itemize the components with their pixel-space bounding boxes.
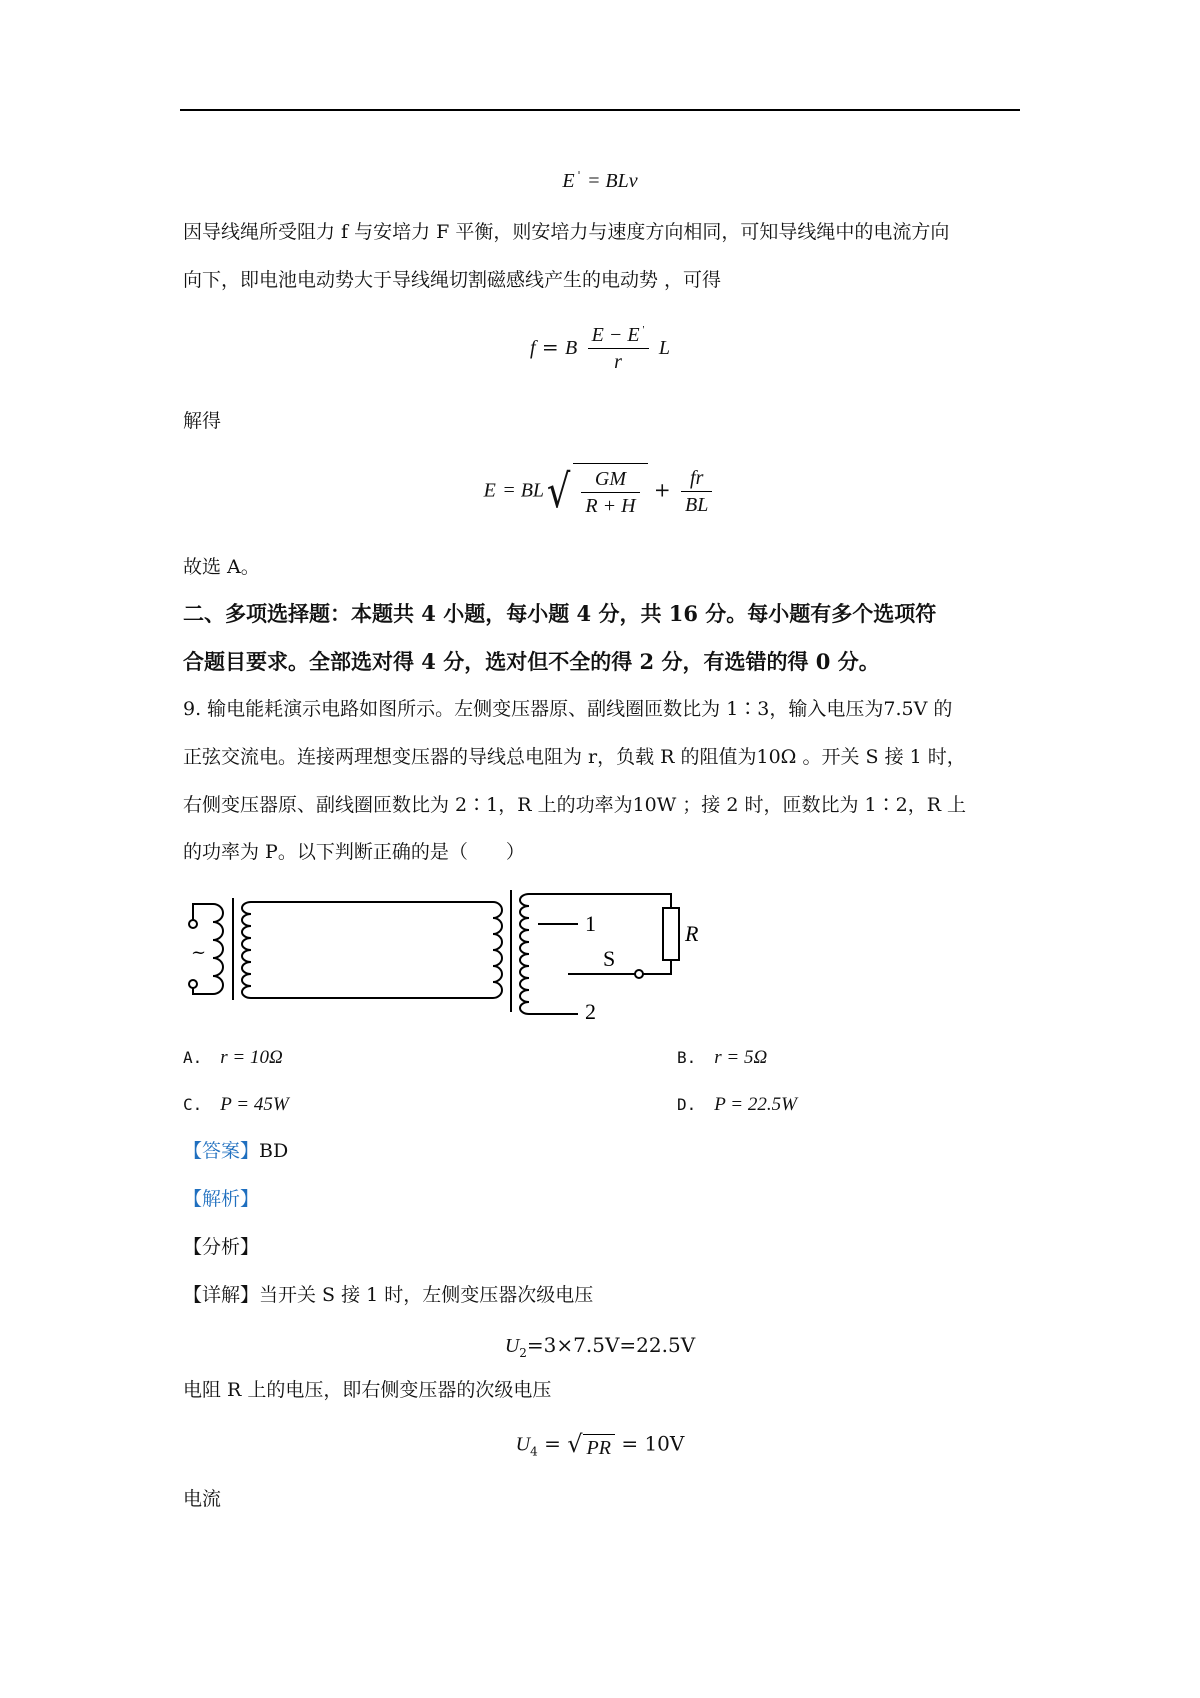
eq5-rest: = 10V [621, 1431, 685, 1456]
eq2-denominator: r [614, 351, 622, 373]
eq2-prime: ' [642, 324, 645, 337]
equation-drag-force [0, 322, 1200, 375]
resistor-label: R [685, 921, 699, 946]
eq4-rest: =3×7.5V=22.5V [526, 1333, 696, 1357]
radical-small-icon: √ [567, 1430, 583, 1458]
equation-emf [0, 168, 1200, 193]
detail-tag: 【详解】 [183, 1284, 260, 1306]
paragraph-2: 向下，即电池电动势大于导线绳切割磁感线产生的电动势 ，可得 [183, 269, 722, 291]
option-d-label: D. [677, 1095, 697, 1114]
eq5-equals: = [544, 1431, 561, 1456]
tap-1-label: 1 [585, 911, 596, 936]
eq5-radicand: PR [583, 1434, 615, 1460]
eq5-u: U [515, 1433, 531, 1456]
eq3-lhs: E [483, 479, 496, 502]
option-b-label: B. [677, 1048, 697, 1067]
answer-value: BD [259, 1140, 289, 1162]
option-a-text: r = 10Ω [220, 1047, 283, 1068]
q9-line-2: 正弦交流电。连接两理想变压器的导线总电阻为 r，负载 R 的阻值为10Ω 。开关 S 接 1 时， [183, 746, 966, 768]
tap-2-label: 2 [585, 999, 596, 1024]
eq3-frac1-num: GM [581, 466, 639, 493]
eq3-bl: = BL [502, 479, 545, 502]
right-primary-coil [493, 902, 502, 998]
right-secondary-coil [520, 894, 529, 1014]
eq5-sqrt [567, 1430, 615, 1460]
eq3-frac1-den: R + H [585, 495, 636, 517]
ac-source-icon: ~ [191, 942, 207, 963]
resistor-to-switch-wire [643, 960, 671, 974]
eq2-tail: L [658, 337, 671, 359]
eq2-b: B [565, 337, 578, 359]
option-d [677, 1093, 797, 1116]
choose-a-line: 故选 A。 [183, 556, 260, 578]
eq3-fraction-1 [581, 466, 639, 519]
radical-sign-icon: √ [546, 464, 571, 518]
option-c-label: C. [183, 1095, 203, 1114]
paragraph-1: 因导线绳所受阻力 f 与安培力 F 平衡，则安培力与速度方向相同，可知导线绳中的电流方向 [183, 221, 950, 243]
q9-line-1: 9. 输电能耗演示电路如图所示。左侧变压器原、副线圈匝数比为 1∶3，输入电压为7.5V 的 [183, 698, 953, 720]
option-a-label: A. [183, 1048, 203, 1067]
eq2-lhs: f [529, 337, 536, 359]
eq3-sqrt [544, 463, 647, 519]
fenxi-tag: 【分析】 [183, 1236, 260, 1258]
paragraph-voltage: 电阻 R 上的电压，即右侧变压器的次级电压 [183, 1379, 552, 1401]
option-a [183, 1046, 283, 1069]
analysis-tag: 【解析】 [183, 1188, 260, 1210]
eq3-plus: + [653, 477, 671, 502]
eq2-fraction [588, 322, 649, 375]
eq3-fraction-2 [681, 465, 712, 518]
eq2-equals: = [541, 335, 559, 359]
answer-line [183, 1142, 288, 1161]
switch-contact [635, 970, 643, 978]
output-wire-top [529, 894, 671, 908]
detail-text: 当开关 S 接 1 时，左侧变压器次级电压 [259, 1284, 594, 1306]
eq1-prime: ' [577, 169, 581, 183]
input-wire-top [193, 904, 213, 920]
eq5-sub: 4 [530, 1444, 538, 1459]
switch-label: S [603, 946, 616, 971]
left-secondary-coil [242, 902, 251, 998]
eq1-rhs: = BLv [586, 170, 638, 192]
solve-label: 解得 [183, 410, 222, 432]
option-b [677, 1046, 767, 1069]
equation-emf-result [0, 463, 1200, 519]
eq4-u: U [504, 1335, 520, 1357]
input-terminal-top [189, 920, 197, 928]
equation-u2 [0, 1333, 1200, 1360]
left-primary-coil [213, 904, 223, 994]
header-rule [180, 109, 1020, 111]
q9-line-4: 的功率为 P。以下判断正确的是（ ） [183, 841, 525, 863]
eq1-lhs: E [562, 170, 575, 192]
input-wire-bottom [193, 988, 213, 994]
q9-line-3: 右侧变压器原、副线圈匝数比为 2∶1，R 上的功率为10W ；接 2 时，匝数比为 1∶2，R 上 [183, 794, 967, 816]
eq3-frac2-num: fr [681, 465, 712, 492]
option-c-text: P = 45W [220, 1094, 289, 1115]
detail-line [183, 1286, 593, 1305]
eq3-frac2-den: BL [685, 493, 709, 516]
answer-tag: 【答案】 [183, 1140, 260, 1162]
option-d-text: P = 22.5W [714, 1094, 797, 1115]
resistor-r [663, 908, 679, 960]
input-terminal-bottom [189, 980, 197, 988]
transformer-circuit-diagram [183, 886, 723, 1026]
eq2-numerator: E − E [591, 324, 640, 346]
option-c [183, 1093, 289, 1116]
section-heading-line-2: 合题目要求。全部选对得 4 分，选对但不全的得 2 分，有选错的得 0 分。 [183, 649, 880, 674]
eq4-sub: 2 [519, 1346, 527, 1360]
option-b-text: r = 5Ω [714, 1047, 768, 1068]
section-heading-line-1: 二、多项选择题：本题共 4 小题，每小题 4 分，共 16 分。每小题有多个选项符 [183, 601, 937, 626]
equation-u4 [0, 1430, 1200, 1460]
current-label: 电流 [183, 1488, 222, 1510]
